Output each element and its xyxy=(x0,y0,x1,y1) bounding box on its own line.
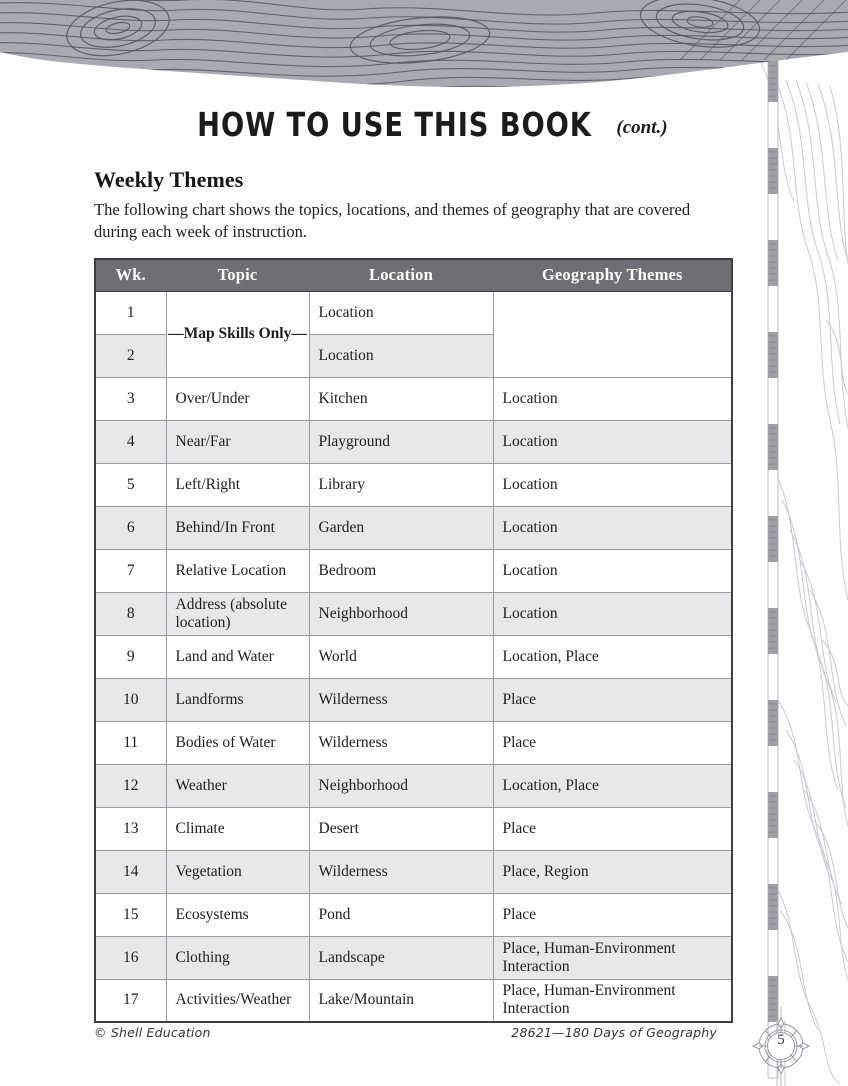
cell-week: 6 xyxy=(95,506,166,549)
cell-location: Desert xyxy=(309,807,493,850)
table-row xyxy=(95,979,732,1022)
cell-themes: Location xyxy=(493,506,732,549)
cell-week: 10 xyxy=(95,678,166,721)
weekly-themes-table-container xyxy=(0,243,848,1024)
table-row xyxy=(95,893,732,936)
cell-topic: Vegetation xyxy=(166,850,309,893)
cell-location: Wilderness xyxy=(309,850,493,893)
cell-themes: Location xyxy=(493,463,732,506)
cell-themes: Place xyxy=(493,678,732,721)
cell-week: 5 xyxy=(95,463,166,506)
cell-location: Neighborhood xyxy=(309,592,493,635)
section-heading: Weekly Themes xyxy=(94,167,244,192)
table-row xyxy=(95,291,732,334)
table-row xyxy=(95,807,732,850)
cell-topic: Landforms xyxy=(166,678,309,721)
cell-themes: Place, Human-Environment Interaction xyxy=(493,936,732,979)
cell-week: 4 xyxy=(95,420,166,463)
table-row xyxy=(95,377,732,420)
cell-location: Library xyxy=(309,463,493,506)
table-header-row xyxy=(95,259,732,292)
cell-topic: Behind/In Front xyxy=(166,506,309,549)
cell-topic: Ecosystems xyxy=(166,893,309,936)
column-header-week: Wk. xyxy=(95,259,166,292)
table-row xyxy=(95,506,732,549)
table-row xyxy=(95,549,732,592)
footer-book-id: 28621—180 Days of Geography xyxy=(511,1025,717,1040)
table-row xyxy=(95,635,732,678)
cell-location: Lake/Mountain xyxy=(309,979,493,1022)
cell-location: Bedroom xyxy=(309,549,493,592)
table-row xyxy=(95,936,732,979)
table-row xyxy=(95,764,732,807)
intro-paragraph: The following chart shows the topics, locations, and themes of geography that are covered during each week of instruction. xyxy=(94,200,691,241)
table-row xyxy=(95,463,732,506)
cell-themes: Place xyxy=(493,807,732,850)
footer-copyright: © Shell Education xyxy=(94,1025,211,1040)
weekly-themes-table xyxy=(94,258,733,1024)
cell-topic: Climate xyxy=(166,807,309,850)
table-row xyxy=(95,721,732,764)
page-title-main: HOW TO USE THIS BOOK xyxy=(197,105,593,144)
cell-location: Pond xyxy=(309,893,493,936)
page-footer xyxy=(0,1022,848,1062)
cell-location: Wilderness xyxy=(309,678,493,721)
cell-location: Playground xyxy=(309,420,493,463)
cell-themes: Location xyxy=(309,334,493,377)
cell-themes: Place, Region xyxy=(493,850,732,893)
cell-week: 12 xyxy=(95,764,166,807)
table-row xyxy=(95,420,732,463)
cell-week: 1 xyxy=(95,291,166,334)
cell-themes: Location xyxy=(493,549,732,592)
cell-week: 7 xyxy=(95,549,166,592)
cell-week: 9 xyxy=(95,635,166,678)
cell-location: Neighborhood xyxy=(309,764,493,807)
cell-week: 13 xyxy=(95,807,166,850)
table-row xyxy=(95,592,732,635)
column-header-topic: Topic xyxy=(166,259,309,292)
cell-topic: Activities/Weather xyxy=(166,979,309,1022)
cell-week: 8 xyxy=(95,592,166,635)
cell-topic: Address (absolute location) xyxy=(166,592,309,635)
column-header-themes: Geography Themes xyxy=(493,259,732,292)
cell-week: 15 xyxy=(95,893,166,936)
cell-topic: Clothing xyxy=(166,936,309,979)
cell-location: World xyxy=(309,635,493,678)
page-title-continuation: (cont.) xyxy=(616,117,668,138)
column-header-location: Location xyxy=(309,259,493,292)
cell-topic: Weather xyxy=(166,764,309,807)
cell-themes: Location xyxy=(493,420,732,463)
cell-themes: Place, Human-Environment Interaction xyxy=(493,979,732,1022)
table-row xyxy=(95,850,732,893)
page-title xyxy=(0,0,848,144)
cell-location: Kitchen xyxy=(309,377,493,420)
cell-week: 3 xyxy=(95,377,166,420)
cell-themes: Location xyxy=(309,291,493,334)
cell-topic: Over/Under xyxy=(166,377,309,420)
cell-themes: Location xyxy=(493,592,732,635)
cell-themes: Place xyxy=(493,893,732,936)
cell-location: Garden xyxy=(309,506,493,549)
cell-week: 16 xyxy=(95,936,166,979)
cell-week: 14 xyxy=(95,850,166,893)
cell-map-skills-only: —Map Skills Only— xyxy=(166,291,309,377)
table-row xyxy=(95,678,732,721)
cell-themes: Location xyxy=(493,377,732,420)
cell-week: 11 xyxy=(95,721,166,764)
cell-themes: Place xyxy=(493,721,732,764)
cell-topic: Near/Far xyxy=(166,420,309,463)
cell-location: Landscape xyxy=(309,936,493,979)
cell-themes: Location, Place xyxy=(493,635,732,678)
cell-themes: Location, Place xyxy=(493,764,732,807)
cell-topic: Left/Right xyxy=(166,463,309,506)
cell-topic: Bodies of Water xyxy=(166,721,309,764)
cell-topic: Relative Location xyxy=(166,549,309,592)
cell-topic: Land and Water xyxy=(166,635,309,678)
cell-location: Wilderness xyxy=(309,721,493,764)
cell-week: 2 xyxy=(95,334,166,377)
page-number: 5 xyxy=(777,1032,785,1048)
cell-week: 17 xyxy=(95,979,166,1022)
